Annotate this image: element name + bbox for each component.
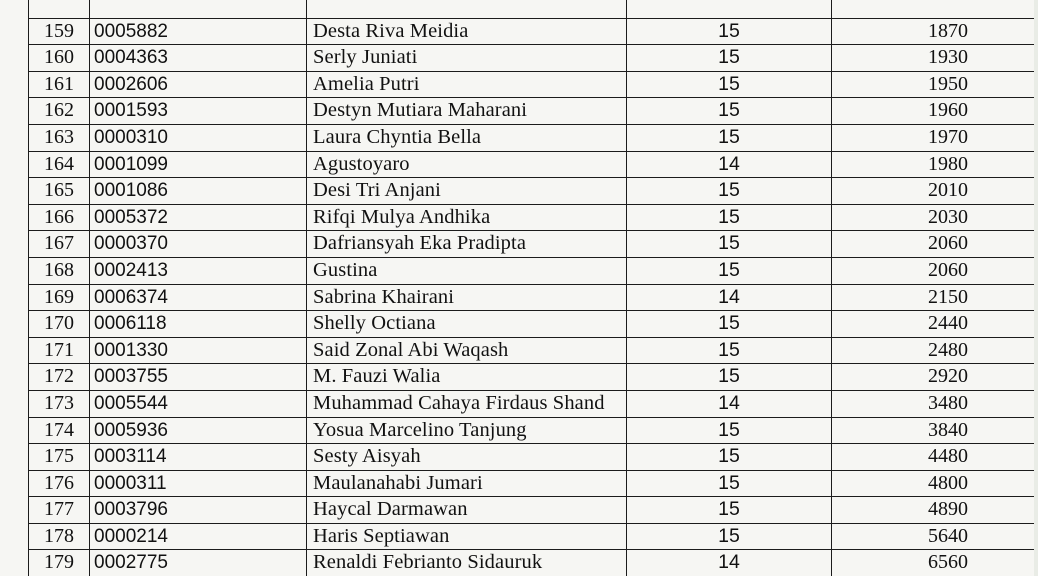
cell-time: 2920 bbox=[832, 364, 1035, 391]
cell-name: Agustoyaro bbox=[307, 151, 627, 178]
cell-name: Gustina bbox=[307, 257, 627, 284]
cell-number: 177 bbox=[29, 497, 90, 524]
cell-name: Destyn Mutiara Maharani bbox=[307, 98, 627, 125]
cell-number: 159 bbox=[29, 18, 90, 45]
cell-number bbox=[29, 0, 90, 18]
cell-value: 15 bbox=[627, 98, 832, 125]
table-row bbox=[29, 18, 1035, 45]
table-row bbox=[29, 523, 1035, 550]
cell-name: Rifqi Mulya Andhika bbox=[307, 204, 627, 231]
cell-time: 1980 bbox=[832, 151, 1035, 178]
cell-name: Amelia Putri bbox=[307, 71, 627, 98]
cell-value: 15 bbox=[627, 257, 832, 284]
cell-id: 0001330 bbox=[90, 337, 307, 364]
table-row bbox=[29, 231, 1035, 258]
cell-time bbox=[832, 0, 1035, 18]
cell-id: 0005544 bbox=[90, 390, 307, 417]
table-row bbox=[29, 0, 1035, 18]
cell-id: 0005882 bbox=[90, 18, 307, 45]
table-row bbox=[29, 470, 1035, 497]
table-row bbox=[29, 390, 1035, 417]
cell-time: 2440 bbox=[832, 311, 1035, 338]
table-row bbox=[29, 124, 1035, 151]
cell-number: 164 bbox=[29, 151, 90, 178]
cell-name: Shelly Octiana bbox=[307, 311, 627, 338]
table-row bbox=[29, 71, 1035, 98]
cell-number: 165 bbox=[29, 178, 90, 205]
cell-name: Laura Chyntia Bella bbox=[307, 124, 627, 151]
cell-number: 160 bbox=[29, 45, 90, 72]
cell-id: 0002775 bbox=[90, 550, 307, 576]
cell-time: 3840 bbox=[832, 417, 1035, 444]
cell-value: 15 bbox=[627, 204, 832, 231]
cell-value: 14 bbox=[627, 284, 832, 311]
cell-number: 166 bbox=[29, 204, 90, 231]
cell-name: Sesty Aisyah bbox=[307, 444, 627, 471]
cell-value: 15 bbox=[627, 178, 832, 205]
page-edge bbox=[1034, 0, 1038, 576]
cell-time: 4890 bbox=[832, 497, 1035, 524]
cell-time: 1970 bbox=[832, 124, 1035, 151]
cell-number: 178 bbox=[29, 523, 90, 550]
cell-number: 163 bbox=[29, 124, 90, 151]
table-row bbox=[29, 284, 1035, 311]
cell-value: 15 bbox=[627, 18, 832, 45]
table-body bbox=[29, 0, 1035, 576]
cell-id: 0002606 bbox=[90, 71, 307, 98]
cell-id: 0006374 bbox=[90, 284, 307, 311]
cell-name: Desta Riva Meidia bbox=[307, 18, 627, 45]
table-row bbox=[29, 417, 1035, 444]
cell-id: 0001086 bbox=[90, 178, 307, 205]
cell-value: 15 bbox=[627, 444, 832, 471]
cell-name: M. Fauzi Walia bbox=[307, 364, 627, 391]
cell-value: 15 bbox=[627, 364, 832, 391]
cell-id: 0000311 bbox=[90, 470, 307, 497]
table-row bbox=[29, 178, 1035, 205]
cell-number: 172 bbox=[29, 364, 90, 391]
cell-id: 0002413 bbox=[90, 257, 307, 284]
cell-number: 161 bbox=[29, 71, 90, 98]
cell-number: 170 bbox=[29, 311, 90, 338]
cell-name: Renaldi Febrianto Sidauruk bbox=[307, 550, 627, 576]
cell-id: 0005372 bbox=[90, 204, 307, 231]
cell-time: 3480 bbox=[832, 390, 1035, 417]
cell-value: 15 bbox=[627, 311, 832, 338]
cell-time: 2480 bbox=[832, 337, 1035, 364]
cell-time: 5640 bbox=[832, 523, 1035, 550]
cell-id: 0001593 bbox=[90, 98, 307, 125]
cell-time: 2060 bbox=[832, 257, 1035, 284]
cell-name: Dafriansyah Eka Pradipta bbox=[307, 231, 627, 258]
cell-id: 0003114 bbox=[90, 444, 307, 471]
cell-name: Maulanahabi Jumari bbox=[307, 470, 627, 497]
cell-id: 0000214 bbox=[90, 523, 307, 550]
table-row bbox=[29, 151, 1035, 178]
cell-value: 15 bbox=[627, 71, 832, 98]
cell-time: 1950 bbox=[832, 71, 1035, 98]
table-row bbox=[29, 204, 1035, 231]
table-row bbox=[29, 257, 1035, 284]
table-row bbox=[29, 311, 1035, 338]
cell-id: 0003796 bbox=[90, 497, 307, 524]
table-row bbox=[29, 364, 1035, 391]
cell-value: 15 bbox=[627, 523, 832, 550]
cell-number: 173 bbox=[29, 390, 90, 417]
cell-time: 2010 bbox=[832, 178, 1035, 205]
cell-value: 15 bbox=[627, 337, 832, 364]
cell-time: 6560 bbox=[832, 550, 1035, 576]
ranking-table bbox=[28, 0, 1035, 576]
table-row bbox=[29, 45, 1035, 72]
cell-value: 15 bbox=[627, 417, 832, 444]
cell-name: Haycal Darmawan bbox=[307, 497, 627, 524]
cell-id: 0000310 bbox=[90, 124, 307, 151]
cell-number: 168 bbox=[29, 257, 90, 284]
cell-name: Muhammad Cahaya Firdaus Shand bbox=[307, 390, 627, 417]
table-row bbox=[29, 497, 1035, 524]
cell-id: 0005936 bbox=[90, 417, 307, 444]
cell-time: 1930 bbox=[832, 45, 1035, 72]
cell-value: 15 bbox=[627, 124, 832, 151]
cell-time: 1960 bbox=[832, 98, 1035, 125]
cell-time: 2150 bbox=[832, 284, 1035, 311]
cell-name bbox=[307, 0, 627, 18]
cell-number: 171 bbox=[29, 337, 90, 364]
cell-value: 15 bbox=[627, 231, 832, 258]
cell-id: 0004363 bbox=[90, 45, 307, 72]
cell-id: 0003755 bbox=[90, 364, 307, 391]
cell-value bbox=[627, 0, 832, 18]
cell-value: 14 bbox=[627, 550, 832, 576]
table-row bbox=[29, 98, 1035, 125]
cell-value: 15 bbox=[627, 497, 832, 524]
cell-name: Said Zonal Abi Waqash bbox=[307, 337, 627, 364]
table-row bbox=[29, 444, 1035, 471]
cell-name: Sabrina Khairani bbox=[307, 284, 627, 311]
cell-number: 167 bbox=[29, 231, 90, 258]
cell-value: 15 bbox=[627, 45, 832, 72]
cell-time: 1870 bbox=[832, 18, 1035, 45]
cell-number: 176 bbox=[29, 470, 90, 497]
cell-time: 2060 bbox=[832, 231, 1035, 258]
cell-number: 162 bbox=[29, 98, 90, 125]
cell-value: 14 bbox=[627, 390, 832, 417]
cell-name: Desi Tri Anjani bbox=[307, 178, 627, 205]
table-row bbox=[29, 550, 1035, 576]
cell-number: 179 bbox=[29, 550, 90, 576]
cell-value: 14 bbox=[627, 151, 832, 178]
cell-time: 2030 bbox=[832, 204, 1035, 231]
cell-id: 0006118 bbox=[90, 311, 307, 338]
cell-name: Yosua Marcelino Tanjung bbox=[307, 417, 627, 444]
cell-id: 0000370 bbox=[90, 231, 307, 258]
cell-name: Haris Septiawan bbox=[307, 523, 627, 550]
cell-number: 174 bbox=[29, 417, 90, 444]
cell-time: 4800 bbox=[832, 470, 1035, 497]
cell-id: 0001099 bbox=[90, 151, 307, 178]
cell-name: Serly Juniati bbox=[307, 45, 627, 72]
table-row bbox=[29, 337, 1035, 364]
cell-number: 169 bbox=[29, 284, 90, 311]
cell-id bbox=[90, 0, 307, 18]
cell-time: 4480 bbox=[832, 444, 1035, 471]
cell-number: 175 bbox=[29, 444, 90, 471]
cell-value: 15 bbox=[627, 470, 832, 497]
